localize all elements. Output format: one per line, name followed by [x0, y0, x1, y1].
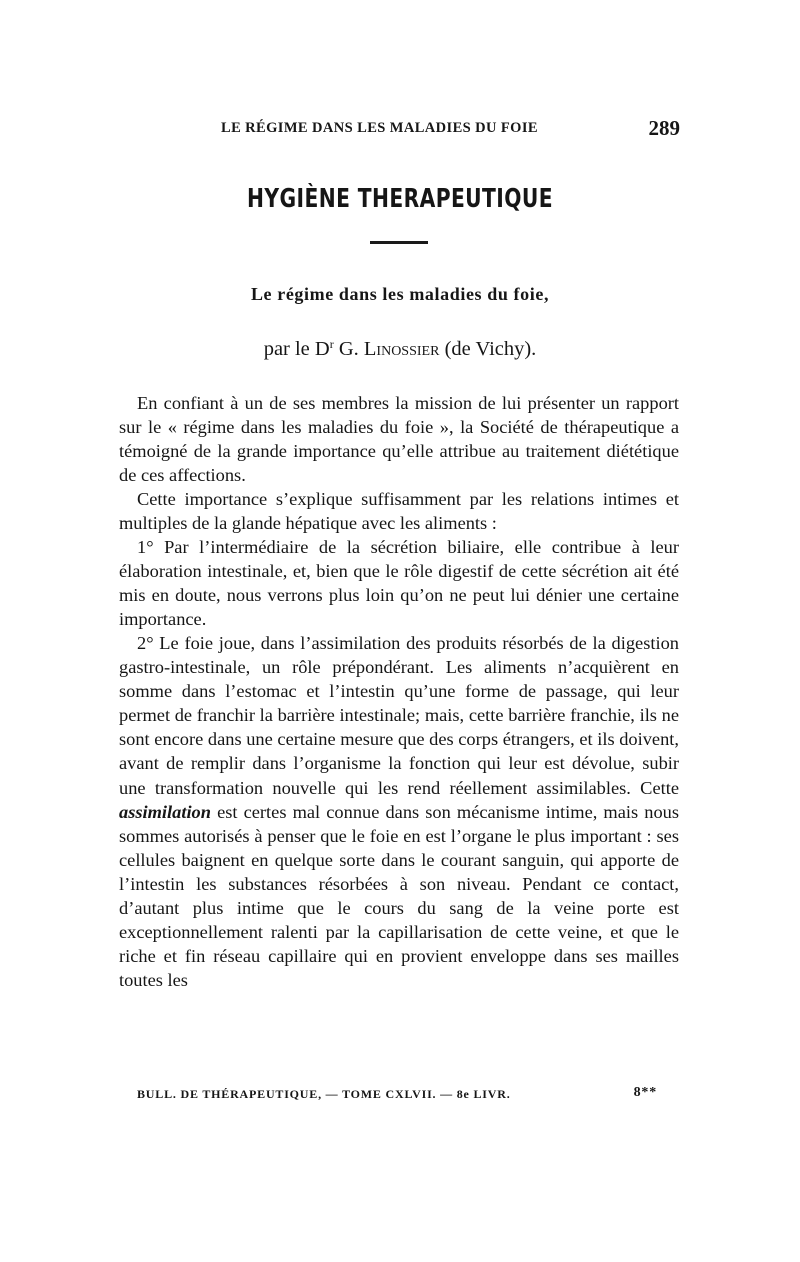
page-footer: [137, 1087, 657, 1109]
paragraph-4: [119, 631, 679, 992]
paragraph-3: [119, 535, 679, 631]
paragraph-3-text: 1° Par l’intermédiaire de la sécrétion biliaire, elle contribue à leur élaboration intestinale, et, bien que le rôle digestif de cette sécrétion ait été mis en doute, nous verrons plus loin qu’on ne peut lui dénier une certaine importance.: [119, 537, 679, 630]
running-title: LE RÉGIME DANS LES MALADIES DU FOIE: [221, 120, 538, 136]
running-header: [120, 116, 680, 142]
byline-initial: G.: [338, 338, 359, 360]
byline-title-sup: r: [329, 337, 334, 351]
paragraph-1-text: En confiant à un de ses membres la mission de lui présenter un rapport sur le « régime dans les maladies du foie », la Société de thérapeutique a témoigné de la grande importance qu’elle attribue au traitement diététique de ces affections.: [119, 393, 679, 486]
paragraph-2-text: Cette importance s’explique suffisamment par les relations intimes et multiples de la glande hépatique avec les aliments :: [119, 489, 679, 534]
section-title: HYGIÈNE THERAPEUTIQUE: [247, 184, 553, 214]
paragraph-4-before: 2° Le foie joue, dans l’assimilation des produits résorbés de la digestion gastro-intestinale, un rôle prépondérant. Les aliments n’acquièrent en somme dans l’estomac et l’intestin qu’une forme de passage, qui leur permet de franchir la barrière intestinale; mais, cette barrière franchie, ils ne sont encore dans une certaine mesure que des corps étrangers, et ils doivent, avant de remplir dans l’organisme la fonction qui leur est dévolue, subir une transformation nouvelle qui les rend réellement assimilables. Cette: [119, 633, 679, 798]
paragraph-1: [119, 391, 679, 487]
byline: [0, 337, 800, 361]
paragraph-4-after: est certes mal connue dans son mécanisme intime, mais nous sommes autorisés à penser que le foie en est l’organe le plus important : ses cellules baignent en quelque sorte dans le courant sanguin, qui apporte de l’intestin les substances résorbées à son niveau. Pendant ce contact, d’autant plus intime que le cours du sang de la veine porte est exceptionnellement ralenti par la capillarisation de cette veine, et que le riche et fin réseau capillaire qui en provient enveloppe dans ses mailles toutes les: [119, 801, 679, 991]
byline-place: (de Vichy).: [444, 338, 537, 360]
paragraph-4-text: [119, 631, 679, 992]
page-number: 289: [648, 116, 680, 140]
byline-prefix: par le D: [263, 338, 330, 360]
signature-mark: 8**: [633, 1085, 657, 1100]
footer-citation: BULL. DE THÉRAPEUTIQUE, — TOME CXLVII. — 8e LIVR.: [137, 1087, 511, 1101]
author-name: Linossier: [363, 338, 440, 360]
article-title: Le régime dans les maladies du foie,: [250, 284, 550, 304]
paragraph-2: [119, 487, 679, 535]
title-rule: [370, 241, 428, 244]
emphasis-assimilation: assimilation: [119, 801, 211, 822]
